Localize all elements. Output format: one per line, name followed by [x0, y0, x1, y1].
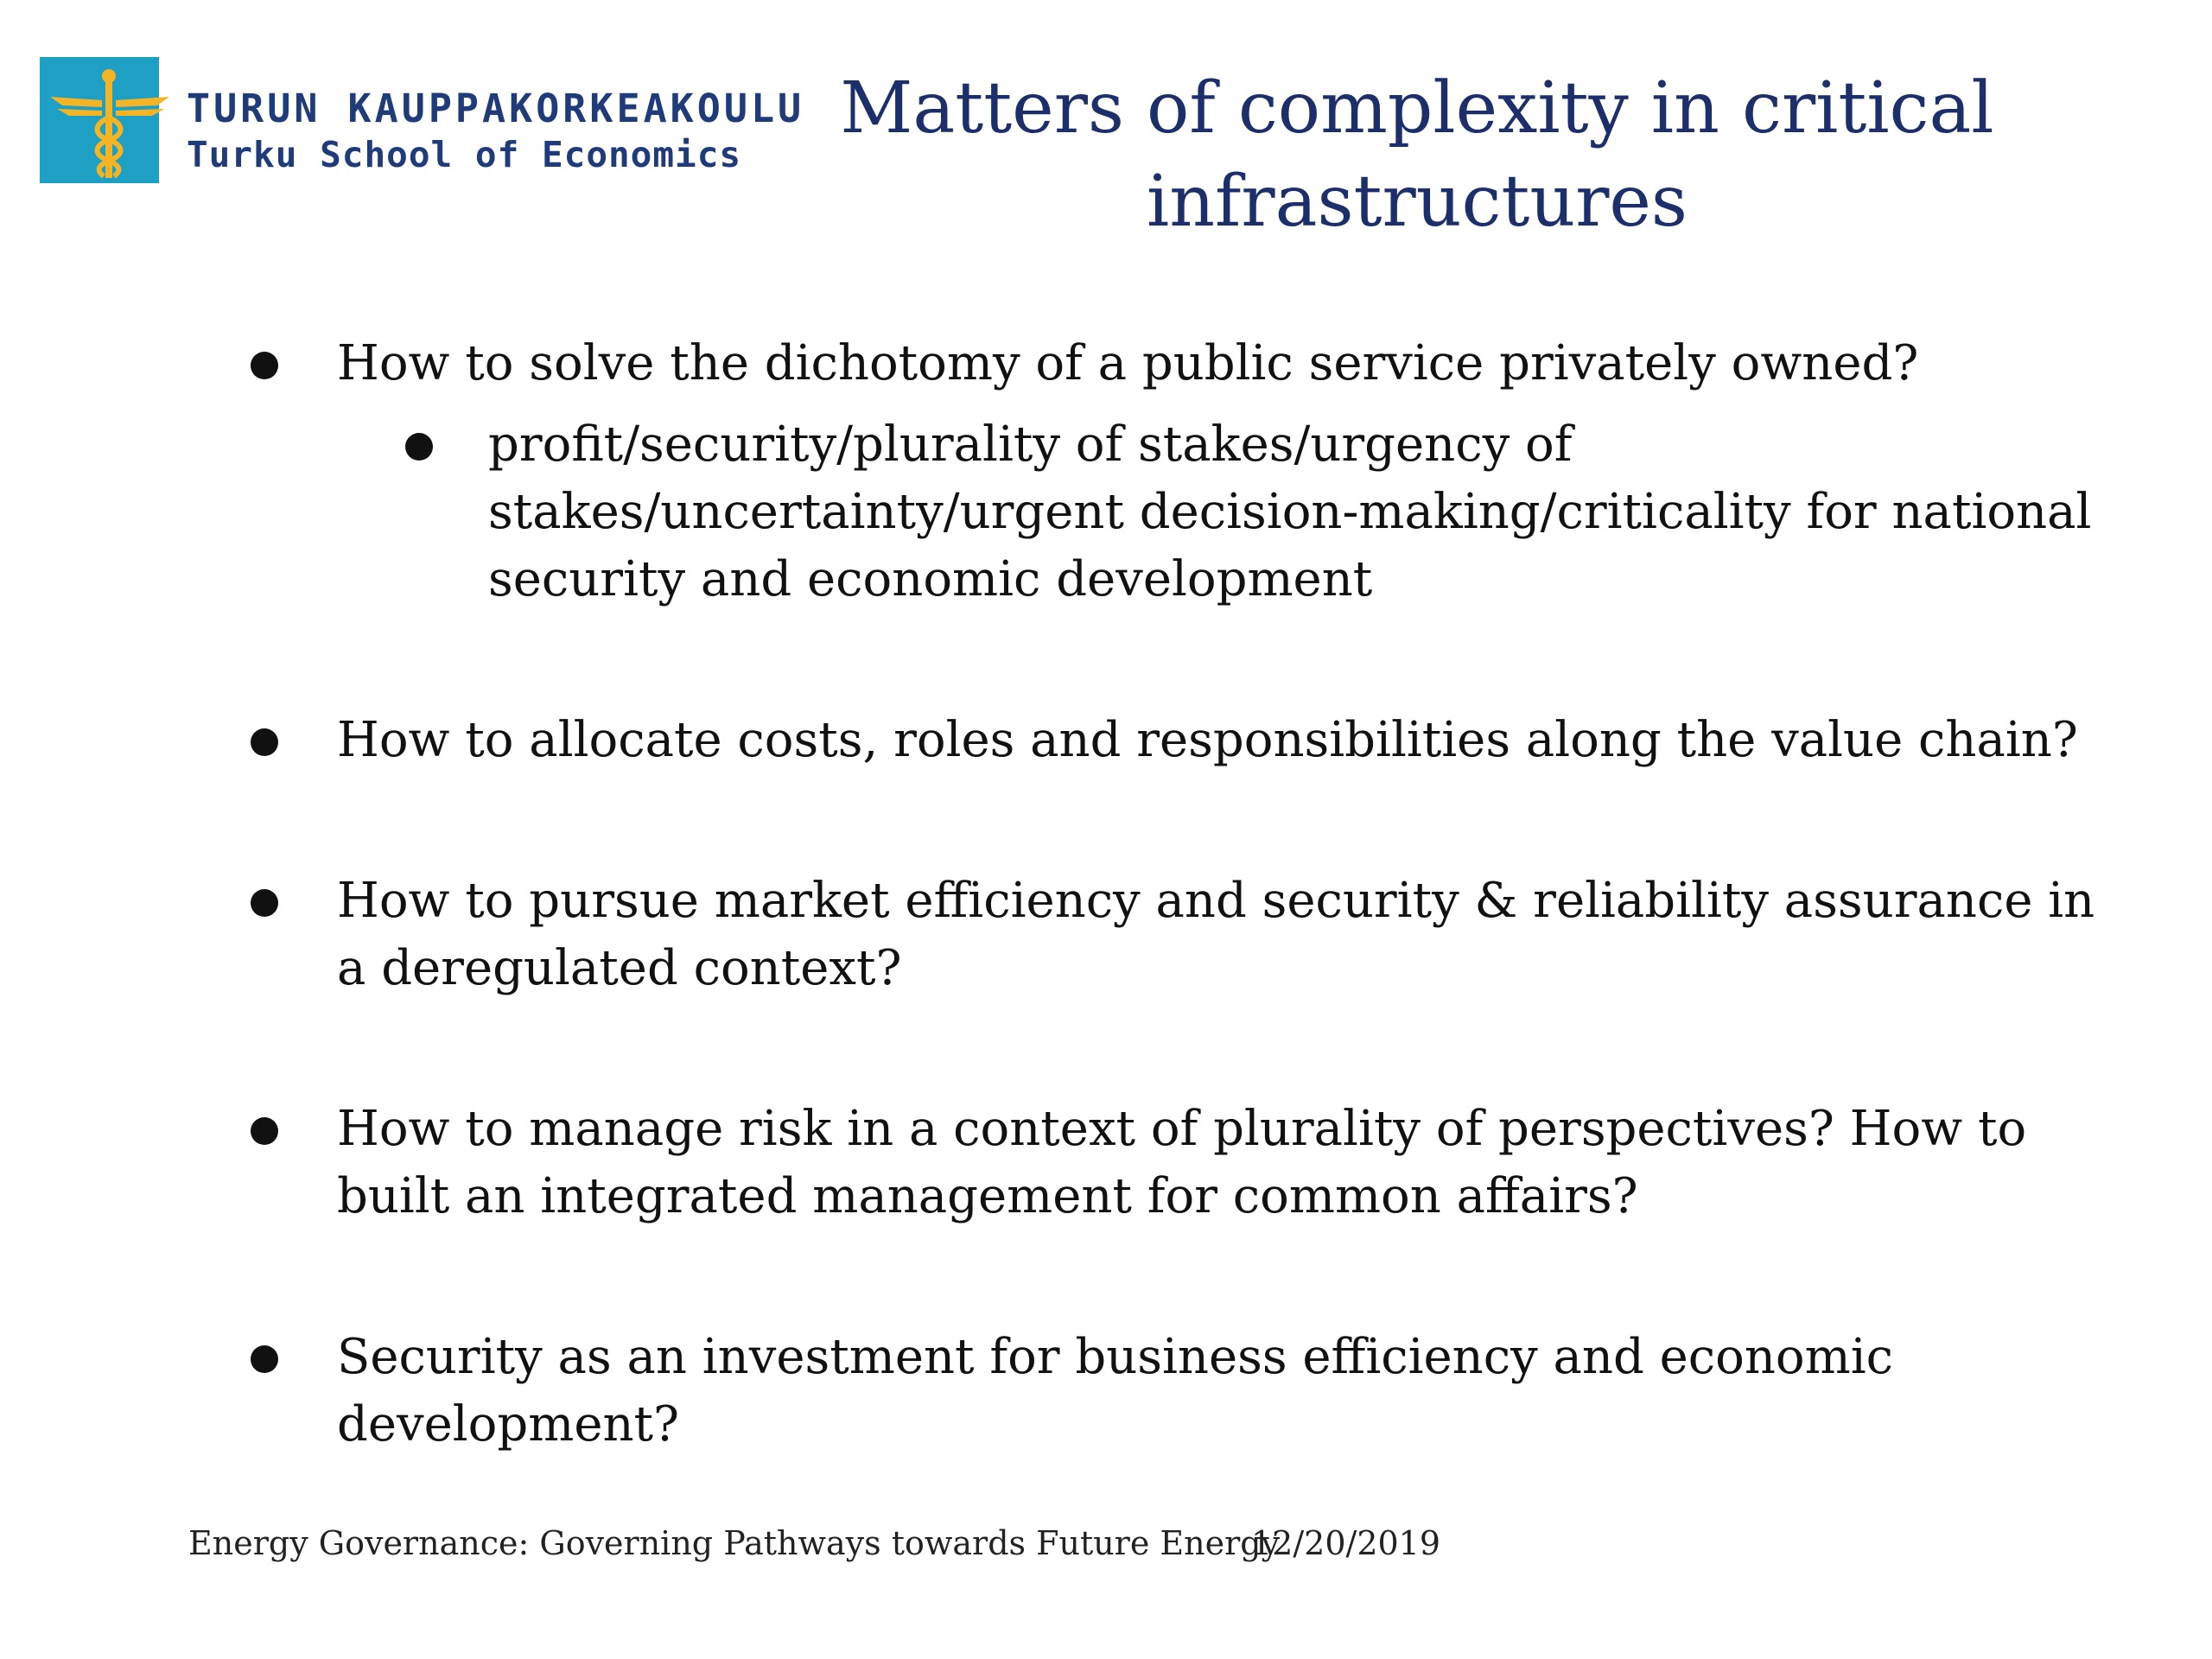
bullet-text: How to manage risk in a context of plurality of perspectives? How to built an integrated management for common affairs?	[337, 1101, 2027, 1224]
school-logo	[40, 57, 805, 187]
footer-date: 12/20/2019	[1251, 1524, 1441, 1562]
sub-bullet-item	[488, 411, 2113, 613]
bullet-item	[337, 1324, 2108, 1459]
bullet-item	[337, 1096, 2108, 1230]
bullet-item	[337, 868, 2108, 1002]
sub-bullet-text: profit/security/plurality of stakes/urgency of stakes/uncertainty/urgent decision-making/criticality for national security and economic development	[488, 416, 2092, 607]
bullet-dot-icon	[251, 352, 278, 379]
bullet-text: Security as an investment for business efficiency and economic development?	[337, 1329, 1893, 1452]
slide-title-line-1: Matters of complexity in critical	[840, 67, 1994, 149]
bullet-dot-icon	[405, 433, 433, 461]
bullet-text: How to pursue market efficiency and security & reliability assurance in a deregulated context?	[337, 873, 2095, 996]
slide-title	[778, 62, 2056, 249]
bullet-dot-icon	[251, 889, 278, 917]
logo-line-finnish: TURUN KAUPPAKORKEAKOULU	[187, 86, 805, 131]
bullet-item	[337, 707, 2108, 774]
bullet-dot-icon	[251, 1345, 278, 1373]
footer-presentation-title: Energy Governance: Governing Pathways towards Future Energy	[188, 1524, 1281, 1562]
bullet-dot-icon	[251, 728, 278, 756]
bullet-text: How to solve the dichotomy of a public service privately owned?	[337, 335, 1919, 391]
bullet-item	[337, 330, 2108, 397]
bullet-text: How to allocate costs, roles and responsibilities along the value chain?	[337, 712, 2078, 768]
logo-wordmark	[187, 86, 804, 176]
logo-line-english: Turku School of Economics	[187, 134, 742, 175]
slide-title-line-2: infrastructures	[1146, 161, 1688, 243]
caduceus-logo-icon	[40, 57, 169, 183]
bullet-dot-icon	[251, 1117, 278, 1145]
